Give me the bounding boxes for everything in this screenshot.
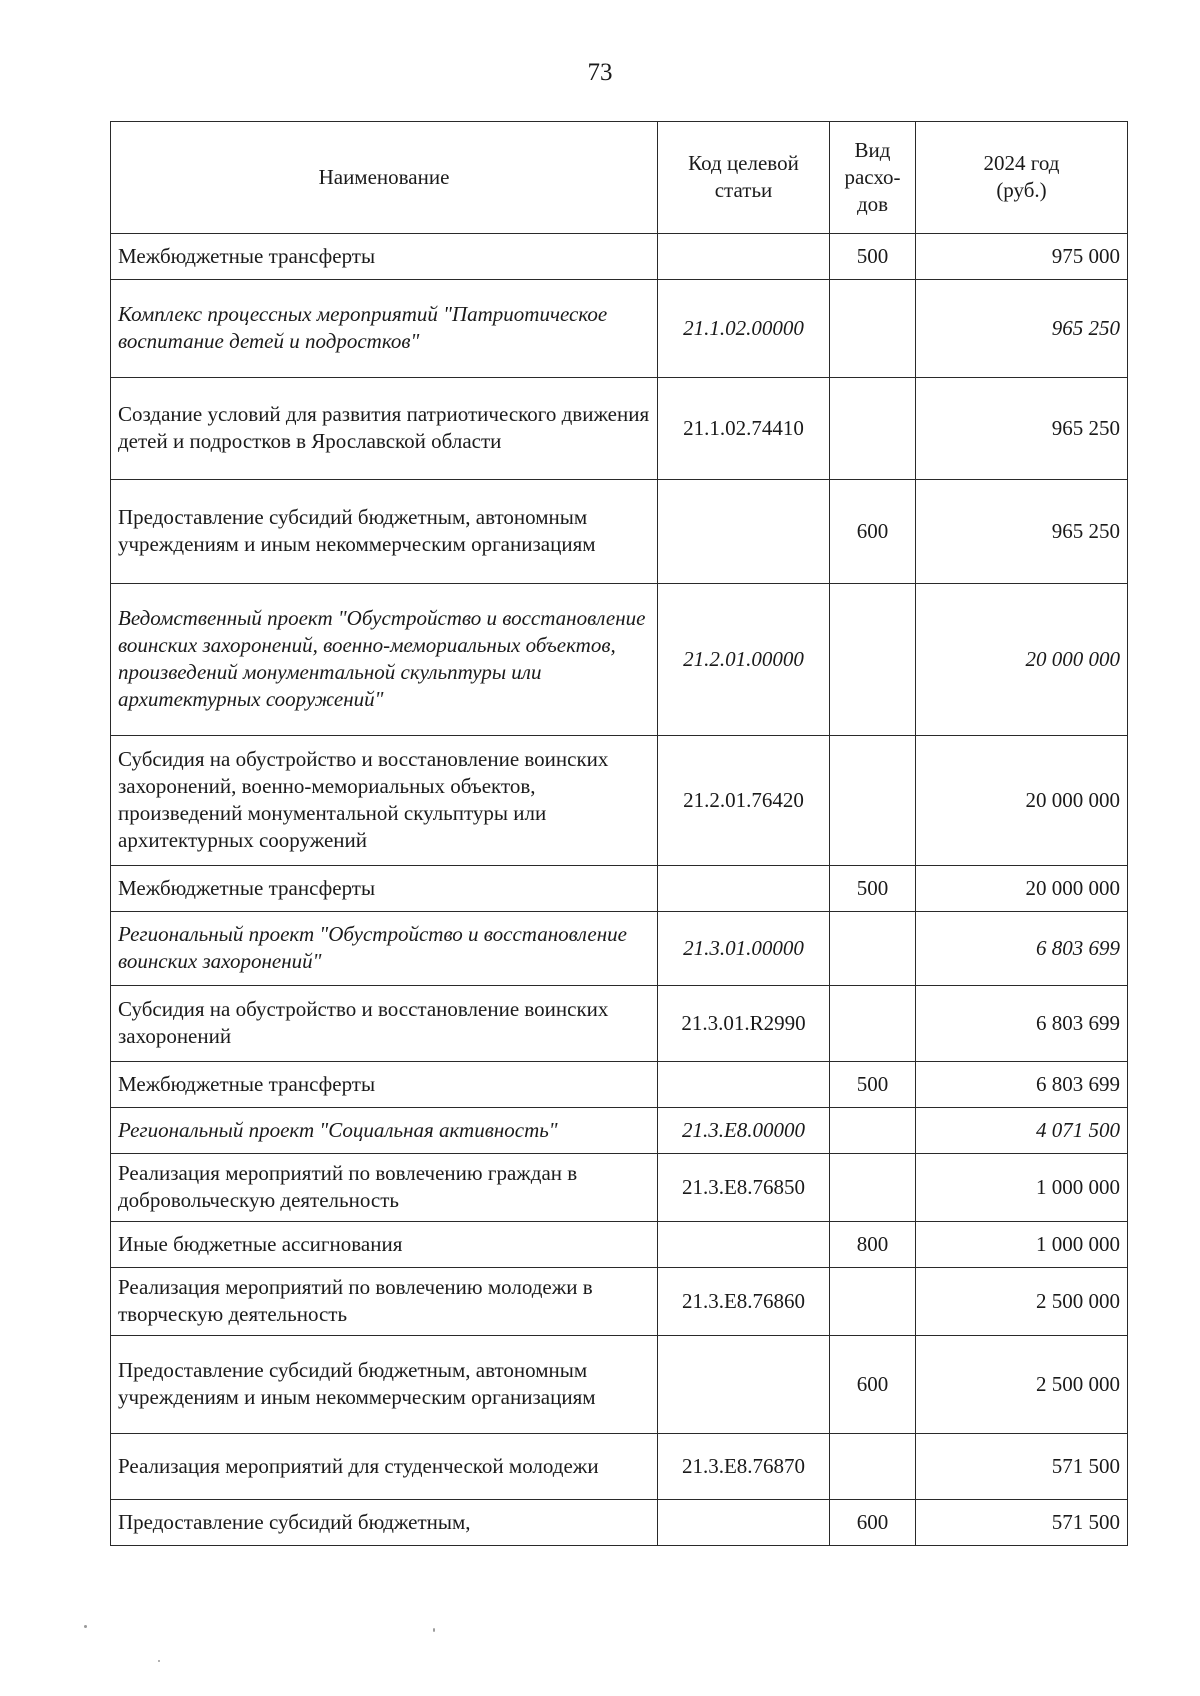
cell-amount: 1 000 000 — [916, 1154, 1128, 1222]
table-row — [111, 866, 1128, 912]
table-body — [111, 234, 1128, 1546]
cell-name: Реализация мероприятий по вовлечению молодежи в творческую деятельность — [111, 1268, 658, 1336]
scan-speck — [433, 1628, 435, 1632]
cell-expense-type — [830, 1268, 916, 1336]
table-row — [111, 584, 1128, 736]
table-row — [111, 1222, 1128, 1268]
table-row — [111, 1268, 1128, 1336]
cell-name: Реализация мероприятий по вовлечению граждан в добровольческую деятельность — [111, 1154, 658, 1222]
table-row — [111, 234, 1128, 280]
header-name-label: Наименование — [318, 164, 450, 189]
cell-expense-type — [830, 1108, 916, 1154]
cell-amount: 4 071 500 — [916, 1108, 1128, 1154]
table-row — [111, 1108, 1128, 1154]
table-row — [111, 378, 1128, 480]
cell-expense-type — [830, 584, 916, 736]
header-sum-line-1: 2024 год — [983, 151, 1060, 175]
cell-name: Межбюджетные трансферты — [111, 234, 658, 280]
cell-target-code — [658, 1336, 830, 1434]
table-row — [111, 1500, 1128, 1546]
cell-amount: 965 250 — [916, 378, 1128, 480]
cell-amount: 6 803 699 — [916, 1062, 1128, 1108]
cell-target-code — [658, 480, 830, 584]
scan-speck — [84, 1625, 87, 1628]
table-row — [111, 1154, 1128, 1222]
cell-amount: 6 803 699 — [916, 986, 1128, 1062]
table-row — [111, 736, 1128, 866]
cell-expense-type — [830, 1154, 916, 1222]
cell-target-code: 21.3.01.R2990 — [658, 986, 830, 1062]
cell-expense-type — [830, 736, 916, 866]
scan-speck — [158, 1660, 160, 1662]
cell-amount: 2 500 000 — [916, 1336, 1128, 1434]
header-type-line-2: расхо- — [844, 164, 901, 189]
cell-target-code: 21.1.02.74410 — [658, 378, 830, 480]
header-name — [111, 122, 658, 234]
cell-amount: 6 803 699 — [916, 912, 1128, 986]
header-type-line-1: Вид — [854, 137, 891, 162]
cell-amount: 20 000 000 — [916, 584, 1128, 736]
cell-target-code: 21.3.E8.76850 — [658, 1154, 830, 1222]
header-code-line-1: Код целевой — [688, 151, 799, 175]
header-sum — [916, 122, 1128, 234]
cell-expense-type: 500 — [830, 866, 916, 912]
cell-name: Ведомственный проект "Обустройство и восстановление воинских захоронений, военно-мемориальных объектов, произведений монументальной скульптуры или архитектурных сооружений" — [111, 584, 658, 736]
header-type-line-3: дов — [856, 191, 889, 216]
table-row — [111, 1434, 1128, 1500]
cell-target-code — [658, 234, 830, 280]
cell-name: Региональный проект "Обустройство и восстановление воинских захоронений" — [111, 912, 658, 986]
cell-target-code: 21.2.01.00000 — [658, 584, 830, 736]
cell-target-code: 21.1.02.00000 — [658, 280, 830, 378]
cell-amount: 20 000 000 — [916, 736, 1128, 866]
cell-amount: 965 250 — [916, 480, 1128, 584]
cell-amount: 1 000 000 — [916, 1222, 1128, 1268]
page-number: 73 — [587, 59, 613, 86]
cell-expense-type — [830, 378, 916, 480]
cell-name: Межбюджетные трансферты — [111, 1062, 658, 1108]
cell-name: Предоставление субсидий бюджетным, — [111, 1500, 658, 1546]
cell-target-code — [658, 1222, 830, 1268]
cell-amount: 571 500 — [916, 1500, 1128, 1546]
table-row — [111, 1062, 1128, 1108]
cell-target-code — [658, 1062, 830, 1108]
cell-name: Предоставление субсидий бюджетным, автономным учреждениям и иным некоммерческим организациям — [111, 480, 658, 584]
budget-table — [110, 121, 1128, 1546]
cell-expense-type: 600 — [830, 480, 916, 584]
cell-expense-type — [830, 986, 916, 1062]
table-row — [111, 1336, 1128, 1434]
cell-amount: 975 000 — [916, 234, 1128, 280]
header-expense-type — [830, 122, 916, 234]
cell-target-code — [658, 1500, 830, 1546]
cell-expense-type — [830, 280, 916, 378]
cell-target-code: 21.2.01.76420 — [658, 736, 830, 866]
cell-target-code: 21.3.E8.76870 — [658, 1434, 830, 1500]
cell-expense-type: 500 — [830, 234, 916, 280]
header-sum-line-2: (руб.) — [996, 178, 1047, 202]
cell-name: Региональный проект "Социальная активность" — [111, 1108, 658, 1154]
cell-expense-type — [830, 912, 916, 986]
cell-expense-type: 600 — [830, 1336, 916, 1434]
table-header-row — [111, 122, 1128, 234]
cell-target-code: 21.3.E8.00000 — [658, 1108, 830, 1154]
cell-expense-type: 800 — [830, 1222, 916, 1268]
cell-name: Межбюджетные трансферты — [111, 866, 658, 912]
table-row — [111, 912, 1128, 986]
cell-expense-type — [830, 1434, 916, 1500]
cell-name: Создание условий для развития патриотического движения детей и подростков в Ярославской области — [111, 378, 658, 480]
header-code-line-2: статьи — [714, 178, 773, 202]
cell-amount: 571 500 — [916, 1434, 1128, 1500]
cell-amount: 20 000 000 — [916, 866, 1128, 912]
cell-target-code: 21.3.01.00000 — [658, 912, 830, 986]
cell-name: Комплекс процессных мероприятий "Патриотическое воспитание детей и подростков" — [111, 280, 658, 378]
cell-amount: 965 250 — [916, 280, 1128, 378]
cell-target-code — [658, 866, 830, 912]
cell-name: Субсидия на обустройство и восстановление воинских захоронений — [111, 986, 658, 1062]
cell-expense-type: 500 — [830, 1062, 916, 1108]
cell-expense-type: 600 — [830, 1500, 916, 1546]
cell-amount: 2 500 000 — [916, 1268, 1128, 1336]
cell-target-code: 21.3.E8.76860 — [658, 1268, 830, 1336]
cell-name: Предоставление субсидий бюджетным, автономным учреждениям и иным некоммерческим организациям — [111, 1336, 658, 1434]
header-code — [658, 122, 830, 234]
table-row — [111, 986, 1128, 1062]
table-row — [111, 280, 1128, 378]
cell-name: Реализация мероприятий для студенческой молодежи — [111, 1434, 658, 1500]
table-row — [111, 480, 1128, 584]
cell-name: Субсидия на обустройство и восстановление воинских захоронений, военно-мемориальных объектов, произведений монументальной скульптуры или архитектурных сооружений — [111, 736, 658, 866]
cell-name: Иные бюджетные ассигнования — [111, 1222, 658, 1268]
